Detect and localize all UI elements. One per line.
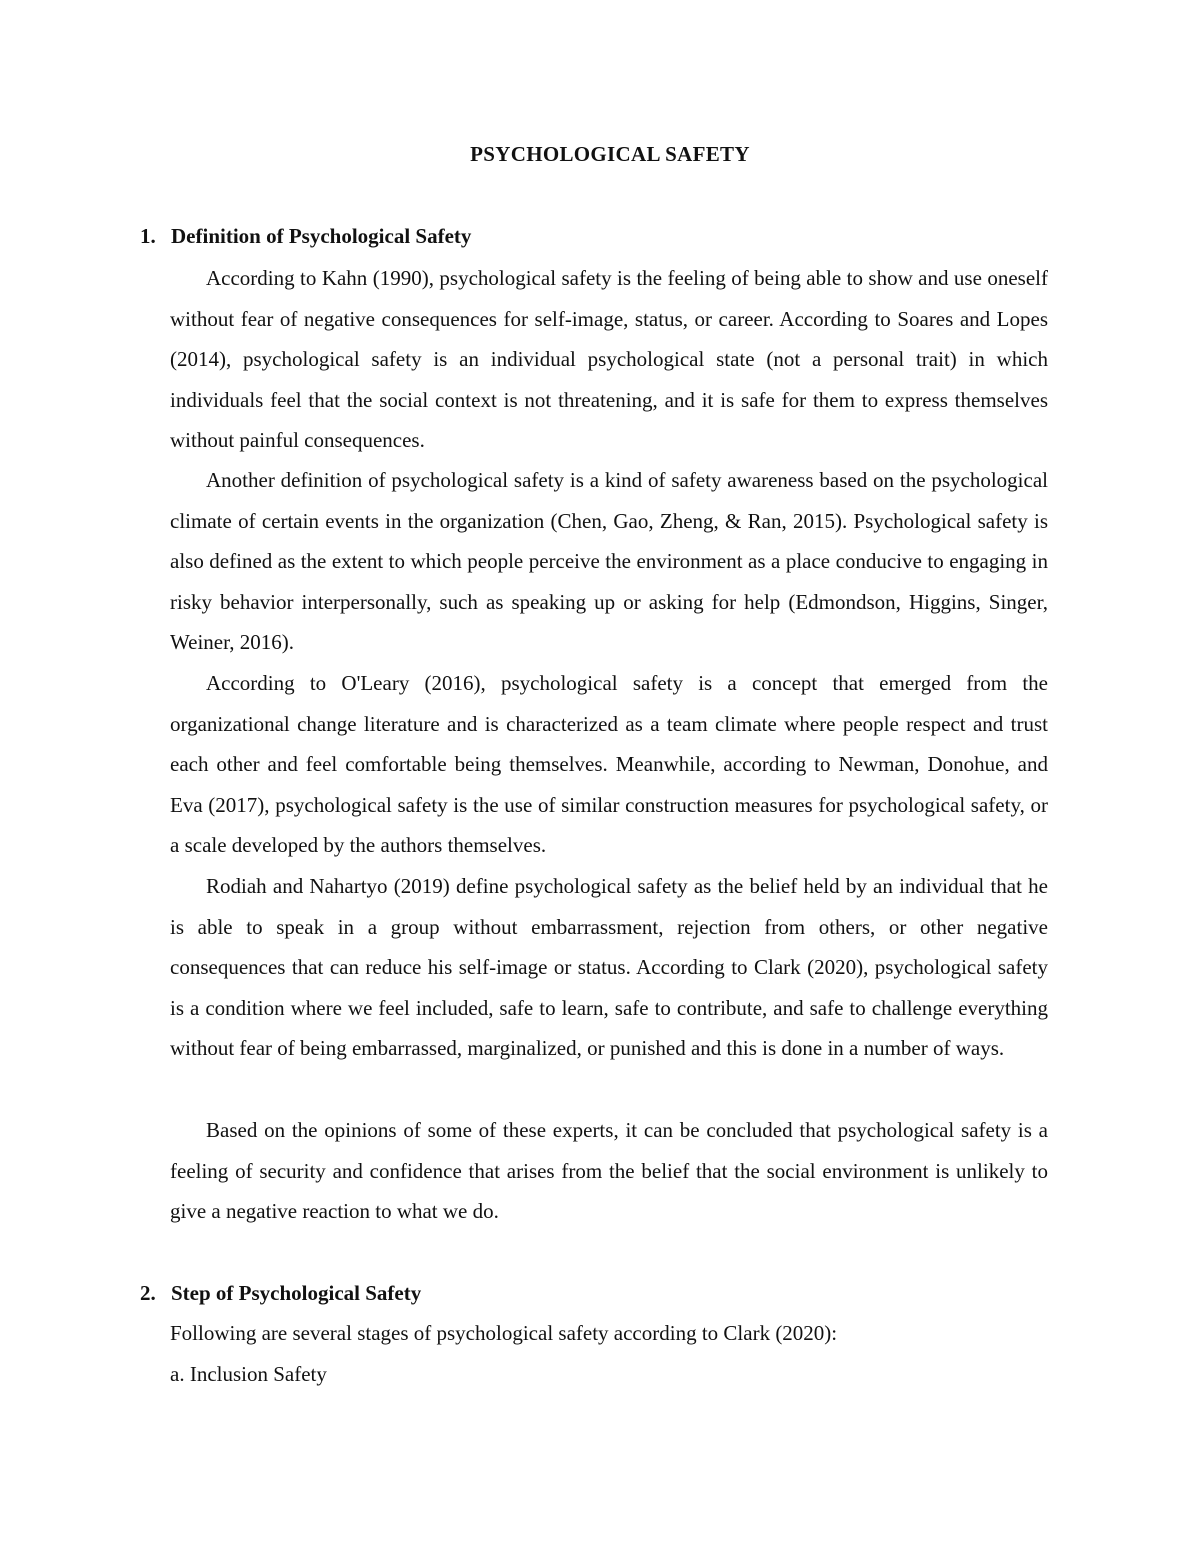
paragraph-rodiah-clark-definition: Rodiah and Nahartyo (2019) define psychological safety as the belief held by an individual that he is able to speak in a group without embarrassment, rejection from others, or other negative consequences that can reduce his self-image or status. According to Clark (2020), psychological safety is a condition where we feel included, safe to learn, safe to contribute, and safe to challenge everything without fear of being embarrassed, marginalized, or punished and this is done in a number of ways. <box>170 874 1048 1061</box>
paragraph-oleary-definition: According to O'Leary (2016), psychological safety is a concept that emerged from the organizational change literature and is characterized as a team climate where people respect and trust each other and feel comfortable being themselves. Meanwhile, according to Newman, Donohue, and Eva (2017), psychological safety is the use of similar construction measures for psychological safety, or a scale developed by the authors themselves. <box>170 671 1048 858</box>
section-1-number: 1. <box>140 224 156 248</box>
section-2-intro: Following are several stages of psychological safety according to Clark (2020): <box>170 1321 838 1345</box>
section-1-title: Definition of Psychological Safety <box>171 224 472 248</box>
section-2-title: Step of Psychological Safety <box>171 1281 422 1305</box>
list-item-inclusion-safety: a. Inclusion Safety <box>170 1362 327 1386</box>
paragraph-conclusion: Based on the opinions of some of these experts, it can be concluded that psychological safety is a feeling of security and confidence that arises from the belief that the social environment is unlikely to give a negative reaction to what we do. <box>170 1118 1048 1224</box>
document-title: PSYCHOLOGICAL SAFETY <box>470 142 750 166</box>
section-1-heading <box>140 224 471 249</box>
section-2-number: 2. <box>140 1281 156 1305</box>
paragraph-safety-awareness: Another definition of psychological safety is a kind of safety awareness based on the psychological climate of certain events in the organization (Chen, Gao, Zheng, & Ran, 2015). Psychological safety is also defined as the extent to which people perceive the environment as a place conducive to engaging in risky behavior interpersonally, such as speaking up or asking for help (Edmondson, Higgins, Singer, Weiner, 2016). <box>170 468 1048 655</box>
paragraph-kahn-definition: According to Kahn (1990), psychological safety is the feeling of being able to show and use oneself without fear of negative consequences for self-image, status, or career. According to Soares and Lopes (2014), psychological safety is an individual psychological state (not a personal trait) in which individuals feel that the social context is not threatening, and it is safe for them to express themselves without painful consequences. <box>170 266 1048 453</box>
section-2-heading <box>140 1281 421 1306</box>
